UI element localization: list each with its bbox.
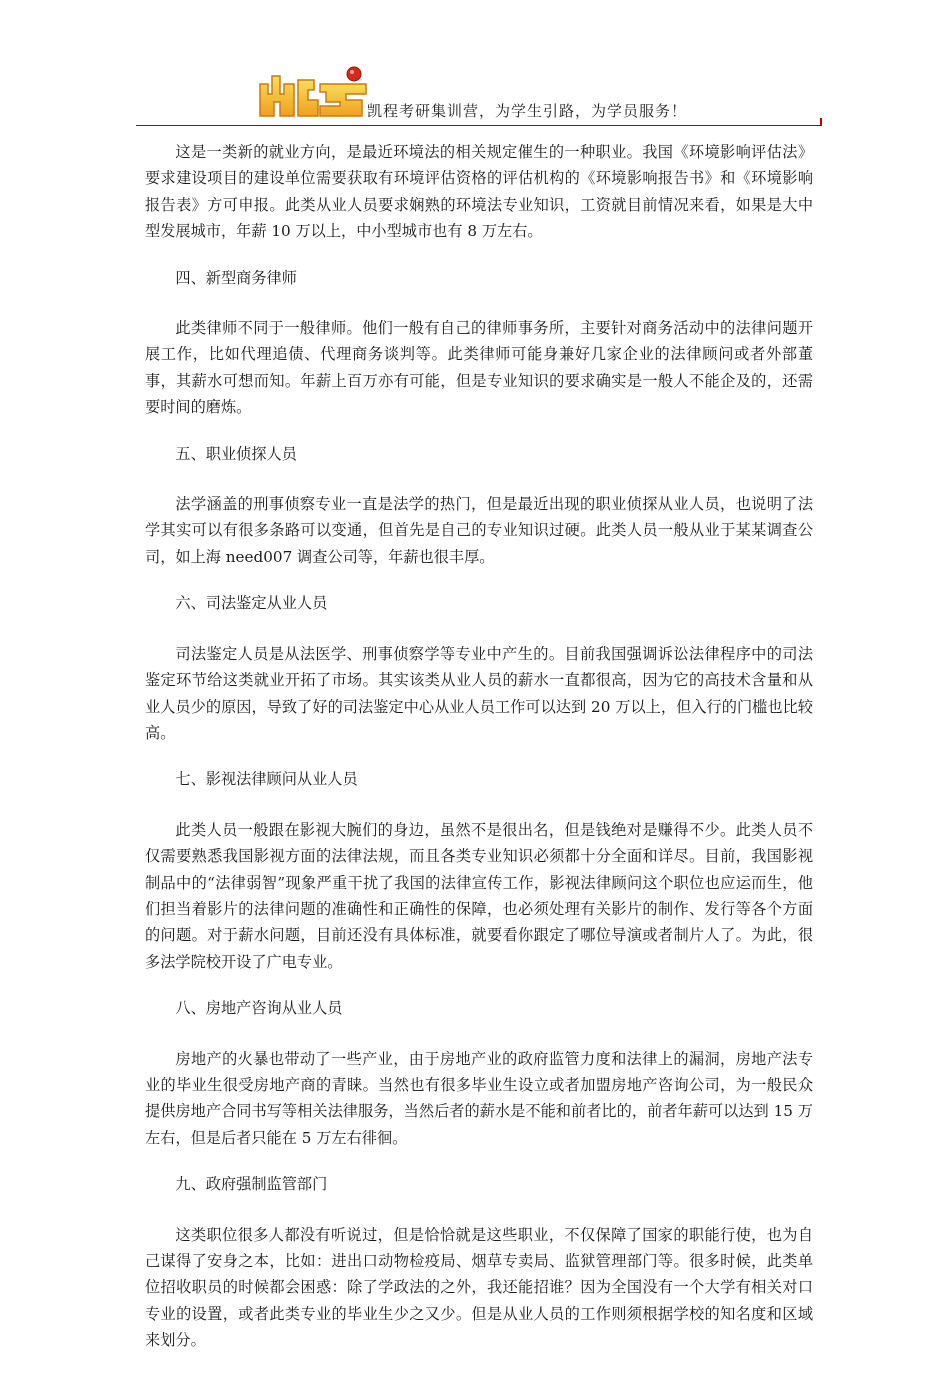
article-body — [145, 139, 813, 1374]
body-paragraph: 此类律师不同于一般律师。他们一般有自己的律师事务所，主要针对商务活动中的法律问题开展工作，比如代理追债、代理商务谈判等。此类律师可能身兼好几家企业的法律顾问或者外部董事，其薪水可想而知。年薪上百万亦有可能，但是专业知识的要求确实是一般人不能企及的，还需要时间的磨炼。 — [145, 319, 813, 417]
page-header — [136, 62, 820, 128]
body-paragraph: 这是一类新的就业方向，是最近环境法的相关规定催生的一种职业。我国《环境影响评估法》要求建设项目的建设单位需要获取有环境评估资格的评估机构的《环境影响报告书》和《环境影响报告表》方可申报。此类从业人员要求娴熟的环境法专业知识，工资就目前情况来看，如果是大中型发展城市，年薪 10 万以上，中小型城市也有 8 万左右。 — [145, 143, 813, 241]
header-rule-mark — [820, 118, 822, 126]
section-heading: 八、房地产咨询从业人员 — [175, 999, 343, 1018]
body-paragraph: 此类人员一般跟在影视大腕们的身边，虽然不是很出名，但是钱绝对是赚得不少。此类人员不仅需要熟悉我国影视方面的法律法规，而且各类专业知识必须都十分全面和详尽。目前，我国影视制品中的“法律弱智”现象严重干扰了我国的法律宣传工作，影视法律顾问这个职位也应运而生，他们担当着影片的法律问题的准确性和正确性的保障，也必须处理有关影片的制作、发行等各个方面的问题。对于薪水问题，目前还没有具体标准，就要看你跟定了哪位导演或者制片人了。为此，很多法学院校开设了广电专业。 — [145, 820, 813, 971]
section-heading: 七、影视法律顾问从业人员 — [175, 770, 358, 789]
section-heading: 五、职业侦探人员 — [175, 444, 297, 463]
body-paragraph: 这类职位很多人都没有听说过，但是恰恰就是这些职业，不仅保障了国家的职能行使，也为自己谋得了安身之本，比如：进出口动物检疫局、烟草专卖局、监狱管理部门等。很多时候，此类单位招收职员的时候都会困惑：除了学政法的之外，我还能招谁？因为全国没有一个大学有相关对口专业的设置，或者此类专业的毕业生少之又少。但是从业人员的工作则须根据学校的知名度和区域来划分。 — [145, 1225, 813, 1350]
section-heading: 六、司法鉴定从业人员 — [175, 594, 328, 613]
kaicheng-logo — [254, 62, 372, 124]
body-paragraph: 法学涵盖的刑事侦察专业一直是法学的热门，但是最近出现的职业侦探从业人员，也说明了法学其实可以有很多条路可以变通，但首先是自己的专业知识过硬。此类人员一般从业于某某调查公司，如上海 need007 调查公司等，年薪也很丰厚。 — [145, 495, 813, 566]
body-paragraph: 司法鉴定人员是从法医学、刑事侦察学等专业中产生的。目前我国强调诉讼法律程序中的司法鉴定环节给这类就业开拓了市场。其实该类从业人员的薪水一直都很高，因为它的高技术含量和从业人员少的原因，导致了好的司法鉴定中心从业人员工作可以达到 20 万以上，但入行的门槛也比较高。 — [145, 644, 813, 742]
section-heading: 四、新型商务律师 — [175, 268, 297, 287]
header-tagline: 凯程考研集训营，为学生引路，为学员服务！ — [367, 102, 688, 120]
header-rule — [136, 125, 820, 126]
section-heading: 九、政府强制监管部门 — [175, 1175, 328, 1194]
body-paragraph: 房地产的火暴也带动了一些产业，由于房地产业的政府监管力度和法律上的漏洞，房地产法专业的毕业生很受房地产商的青睐。当然也有很多毕业生设立或者加盟房地产咨询公司，为一般民众提供房地产合同书写等相关法律服务，当然后者的薪水是不能和前者比的，前者年薪可以达到 15 万左右，但是后者只能在 5 万左右徘徊。 — [145, 1049, 813, 1147]
